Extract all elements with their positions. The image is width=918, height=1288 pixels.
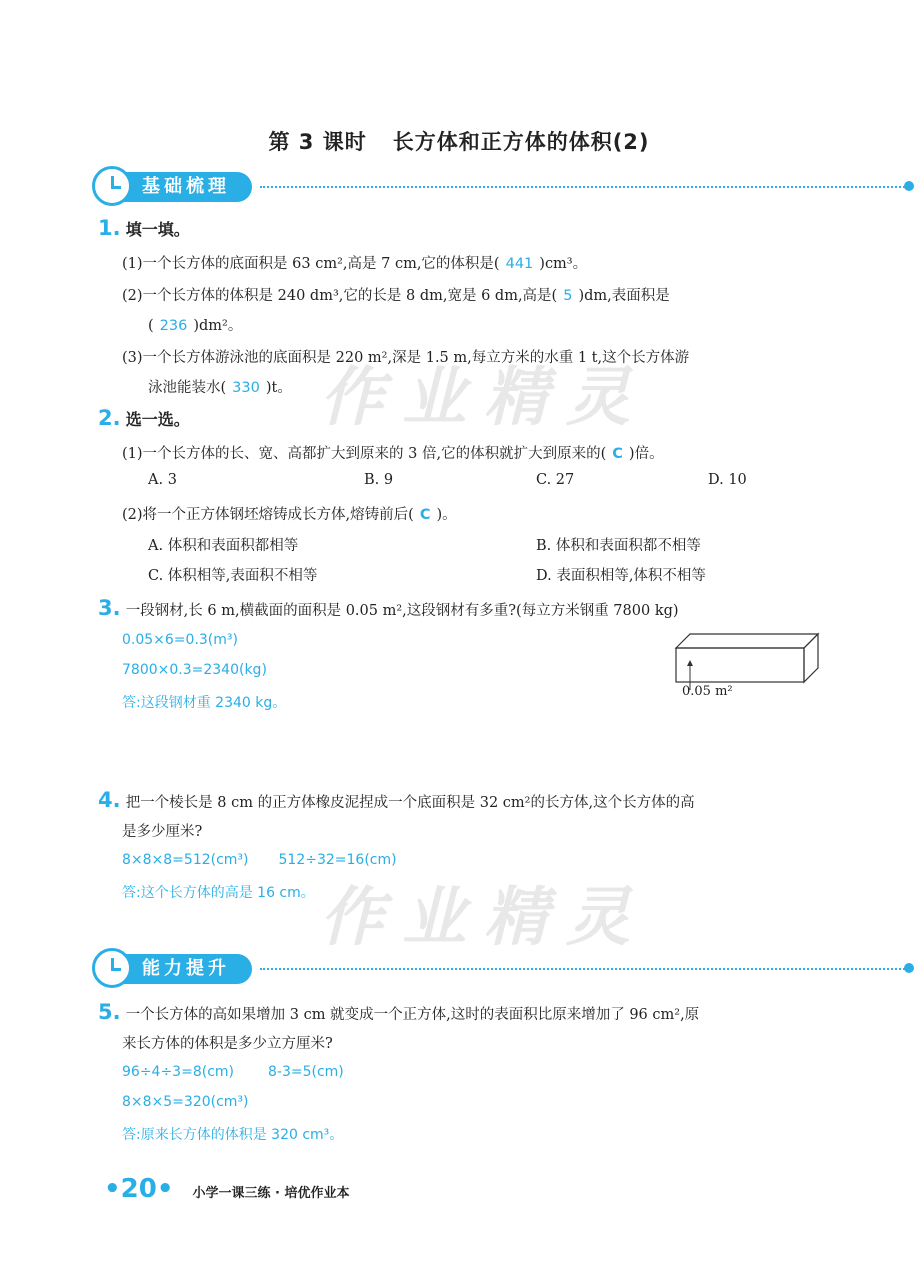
question-heading: 填一填。 — [125, 220, 190, 239]
dotted-divider — [260, 186, 905, 188]
dot-icon — [904, 181, 914, 191]
question-1 — [98, 216, 838, 240]
answer-fill: 5 — [563, 288, 573, 304]
q1-item-2-cont: ( 236 )dm²。 — [148, 318, 243, 334]
answer-line: 7800×0.3=2340(kg) — [122, 662, 267, 678]
question-4 — [98, 788, 695, 812]
lesson-topic: 长方体和正方体的体积(2) — [392, 130, 650, 154]
option-c: C. 27 — [536, 472, 575, 488]
option-d: D. 10 — [708, 472, 747, 488]
question-2 — [98, 406, 190, 430]
question-text-cont: 是多少厘米? — [122, 824, 203, 840]
question-number: 3. — [98, 596, 121, 620]
watermark: 作业精灵 — [320, 880, 648, 955]
answer-line: 0.05×6=0.3(m³) — [122, 632, 238, 648]
question-number: 5. — [98, 1000, 121, 1024]
lesson-number: 第 3 课时 — [268, 130, 367, 154]
answer-fill: C — [419, 507, 431, 523]
question-text: 把一个棱长是 8 cm 的正方体橡皮泥捏成一个底面积是 32 cm²的长方体,这个长方体的高 — [125, 795, 695, 811]
clock-icon — [92, 166, 132, 206]
question-number: 2. — [98, 406, 121, 430]
option-b: B. 体积和表面积都不相等 — [536, 538, 701, 554]
answer-line: 答:这个长方体的高是 16 cm。 — [122, 885, 315, 901]
dotted-divider — [260, 968, 905, 970]
page-title — [0, 126, 918, 156]
book-title: 小学一课三练 · 培优作业本 — [192, 1186, 350, 1201]
answer-fill: 236 — [159, 318, 188, 334]
question-text-cont: 来长方体的体积是多少立方厘米? — [122, 1036, 333, 1052]
q2-item-2: (2)将一个正方体钢坯熔铸成长方体,熔铸前后( C )。 — [122, 507, 457, 523]
q1-item-3: (3)一个长方体游泳池的底面积是 220 m²,深是 1.5 m,每立方米的水重 1 t,这个长方体游 — [122, 350, 690, 366]
option-c: C. 体积相等,表面积不相等 — [148, 568, 318, 584]
q1-item-2: (2)一个长方体的体积是 240 dm³,它的长是 8 dm,宽是 6 dm,高是( 5 )dm,表面积是 — [122, 288, 670, 304]
section-banner: 能力提升 — [100, 954, 252, 984]
answer-fill: 330 — [232, 380, 260, 396]
question-number: 1. — [98, 216, 121, 240]
answer-line: 96÷4÷3=8(cm) 8-3=5(cm) — [122, 1064, 344, 1080]
question-3 — [98, 596, 679, 620]
figure-label: 0.05 m² — [682, 684, 733, 699]
question-5 — [98, 1000, 699, 1024]
section-advanced — [100, 954, 918, 984]
option-a: A. 3 — [148, 472, 177, 488]
question-heading: 选一选。 — [125, 410, 190, 429]
page-number: •20• — [104, 1174, 174, 1204]
answer-line: 8×8×8=512(cm³) 512÷32=16(cm) — [122, 852, 397, 868]
section-basic — [100, 172, 918, 202]
option-b: B. 9 — [364, 472, 394, 488]
option-d: D. 表面积相等,体积不相等 — [536, 568, 706, 584]
answer-line: 答:原来长方体的体积是 320 cm³。 — [122, 1127, 344, 1143]
q1-item-3-cont: 泳池能装水( 330 )t。 — [148, 380, 292, 396]
question-text: 一个长方体的高如果增加 3 cm 就变成一个正方体,这时的表面积比原来增加了 96 cm²,原 — [125, 1007, 700, 1023]
answer-fill: C — [612, 446, 623, 462]
q2-item-1: (1)一个长方体的长、宽、高都扩大到原来的 3 倍,它的体积就扩大到原来的( C )倍。 — [122, 446, 664, 462]
q1-item-1: (1)一个长方体的底面积是 63 cm²,高是 7 cm,它的体积是( 441 )cm³。 — [122, 256, 588, 272]
option-a: A. 体积和表面积都相等 — [148, 538, 299, 554]
answer-line: 答:这段钢材重 2340 kg。 — [122, 695, 287, 711]
dot-icon — [904, 963, 914, 973]
watermark: 作业精灵 — [320, 360, 648, 435]
answer-line: 8×8×5=320(cm³) — [122, 1094, 249, 1110]
question-text: 一段钢材,长 6 m,横截面的面积是 0.05 m²,这段钢材有多重?(每立方米钢重 7800 kg) — [125, 603, 679, 619]
page-footer — [104, 1174, 350, 1204]
question-number: 4. — [98, 788, 121, 812]
section-banner: 基础梳理 — [100, 172, 252, 202]
answer-fill: 441 — [505, 256, 534, 272]
clock-icon — [92, 948, 132, 988]
